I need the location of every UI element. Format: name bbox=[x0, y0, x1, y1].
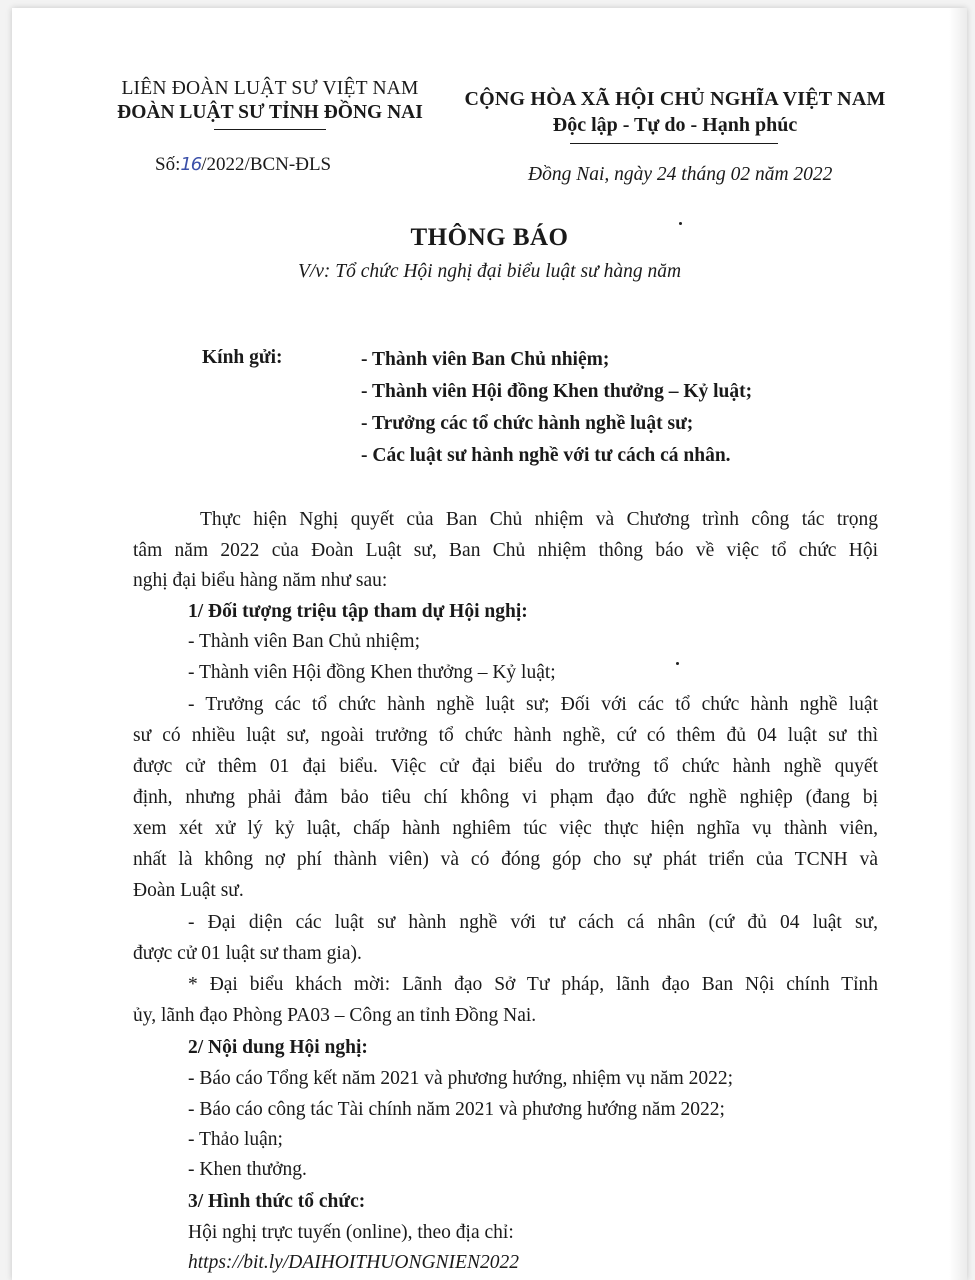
section-heading: 2/ Nội dung Hội nghị: bbox=[188, 1037, 368, 1058]
recipient-item: - Thành viên Ban Chủ nhiệm; bbox=[361, 349, 610, 370]
body-line: - Đại diện các luật sư hành nghề với tư cách cá nhân (cứ đủ 04 luật sư, bbox=[188, 912, 878, 933]
national-title: CỘNG HÒA XÃ HỘI CHỦ NGHĨA VIỆT NAM bbox=[464, 88, 886, 110]
body-line: nhất là không nợ phí thành viên) và có đóng góp cho sự phát triển của TCNH và bbox=[133, 849, 878, 870]
body-line: Đoàn Luật sư. bbox=[133, 880, 244, 901]
document-subtitle: V/v: Tổ chức Hội nghị đại biểu luật sư hàng năm bbox=[297, 261, 682, 282]
doc-number-handwritten: 16 bbox=[180, 154, 202, 175]
section-heading: 1/ Đối tượng triệu tập tham dự Hội nghị: bbox=[188, 601, 528, 622]
body-line: - Báo cáo Tổng kết năm 2021 và phương hướng, nhiệm vụ năm 2022; bbox=[188, 1068, 734, 1089]
ink-dot bbox=[676, 662, 679, 665]
body-line: nghị đại biểu hàng năm như sau: bbox=[133, 570, 388, 591]
org-name-line1: LIÊN ĐOÀN LUẬT SƯ VIỆT NAM bbox=[121, 78, 419, 99]
ink-dot bbox=[679, 222, 682, 225]
document-page bbox=[12, 8, 967, 1280]
motto-underline bbox=[570, 143, 778, 144]
recipient-item: - Trưởng các tổ chức hành nghề luật sư; bbox=[361, 413, 694, 434]
body-line: - Thành viên Ban Chủ nhiệm; bbox=[188, 631, 420, 652]
body-line: ủy, lãnh đạo Phòng PA03 – Công an tỉnh Đồng Nai. bbox=[133, 1005, 537, 1026]
body-line: - Thành viên Hội đồng Khen thưởng – Kỷ luật; bbox=[188, 662, 556, 683]
body-line: * Đại biểu khách mời: Lãnh đạo Sở Tư pháp, lãnh đạo Ban Nội chính Tỉnh bbox=[188, 974, 878, 995]
body-line: sư có nhiều luật sư, ngoài trưởng tổ chức hành nghề, cứ có thêm đủ 04 luật sư thì bbox=[133, 725, 878, 746]
section-heading: 3/ Hình thức tổ chức: bbox=[188, 1191, 366, 1212]
org-underline bbox=[214, 129, 326, 130]
document-title: THÔNG BÁO bbox=[410, 224, 569, 251]
body-line: - Thảo luận; bbox=[188, 1129, 283, 1150]
national-motto: Độc lập - Tự do - Hạnh phúc bbox=[552, 114, 798, 136]
recipient-item: - Thành viên Hội đồng Khen thưởng – Kỷ luật; bbox=[361, 381, 753, 402]
body-line: định, nhưng phải đảm bảo tiêu chí không vi phạm đạo đức nghề nghiệp (đang bị bbox=[133, 787, 878, 808]
body-line: Thực hiện Nghị quyết của Ban Chủ nhiệm và Chương trình công tác trọng bbox=[200, 509, 878, 530]
body-line: Hội nghị trực tuyến (online), theo địa chỉ: bbox=[188, 1222, 514, 1243]
recipients-label: Kính gửi: bbox=[202, 347, 283, 368]
meeting-link[interactable]: https://bit.ly/DAIHOITHUONGNIEN2022 bbox=[188, 1252, 519, 1273]
recipient-item: - Các luật sư hành nghề với tư cách cá nhân. bbox=[361, 445, 731, 466]
body-line: được cử 01 luật sư tham gia). bbox=[133, 943, 362, 964]
body-line: - Trưởng các tổ chức hành nghề luật sư; Đối với các tổ chức hành nghề luật bbox=[188, 694, 878, 715]
body-line: được cử thêm 01 đại biểu. Việc cử đại biểu do trưởng tổ chức hành nghề quyết bbox=[133, 756, 878, 777]
place-date: Đồng Nai, ngày 24 tháng 02 năm 2022 bbox=[528, 164, 833, 185]
body-line: tâm năm 2022 của Đoàn Luật sư, Ban Chủ nhiệm thông báo về việc tổ chức Hội bbox=[133, 540, 878, 561]
body-line: - Báo cáo công tác Tài chính năm 2021 và phương hướng năm 2022; bbox=[188, 1099, 725, 1120]
body-line: - Khen thưởng. bbox=[188, 1159, 307, 1180]
org-name-line2: ĐOÀN LUẬT SƯ TỈNH ĐỒNG NAI bbox=[117, 102, 423, 123]
body-line: xem xét xử lý kỷ luật, chấp hành nghiêm túc việc thực hiện nghĩa vụ thành viên, bbox=[133, 818, 878, 839]
doc-number-prefix: Số: bbox=[155, 154, 181, 175]
document-number bbox=[155, 154, 331, 176]
doc-number-suffix: /2022/BCN-ĐLS bbox=[201, 154, 332, 175]
